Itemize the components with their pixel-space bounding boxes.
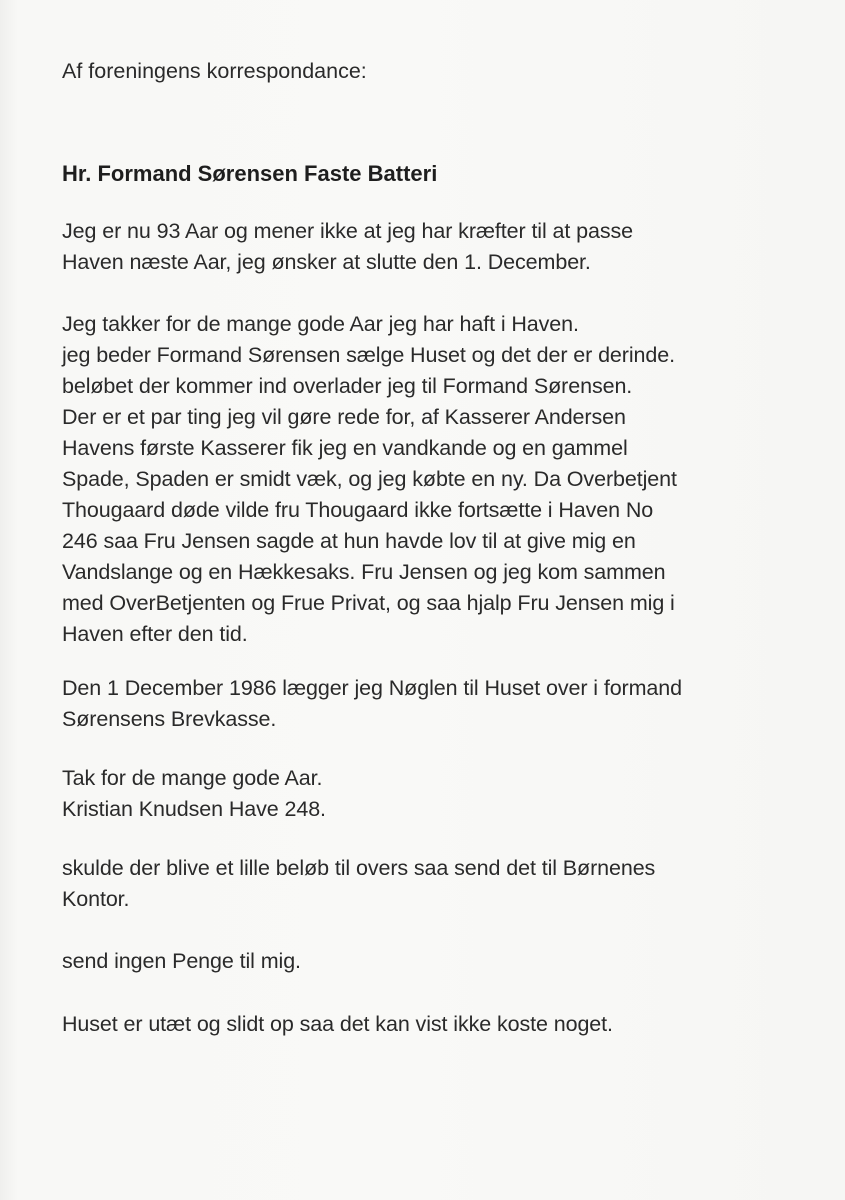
signature-line: Kristian Knudsen Have 248. — [62, 797, 326, 821]
paragraph-line: Den 1 December 1986 lægger jeg Nøglen til Huset over i formand — [62, 676, 682, 700]
paragraph-line: send ingen Penge til mig. — [62, 949, 301, 973]
paragraph-line: med OverBetjenten og Frue Privat, og saa hjalp Fru Jensen mig i — [62, 591, 675, 615]
paragraph-2 — [62, 309, 677, 650]
paragraph-line: Haven næste Aar, jeg ønsker at slutte den 1. December. — [62, 250, 591, 274]
paragraph-6 — [62, 946, 301, 977]
paragraph-line: Vandslange og en Hækkesaks. Fru Jensen og jeg kom sammen — [62, 560, 666, 584]
paragraph-7 — [62, 1009, 613, 1040]
paragraph-5 — [62, 853, 655, 915]
paragraph-1 — [62, 216, 633, 278]
paragraph-line: Spade, Spaden er smidt væk, og jeg købte en ny. Da Overbetjent — [62, 467, 677, 491]
paragraph-line: Tak for de mange gode Aar. — [62, 766, 323, 790]
paragraph-line: Thougaard døde vilde fru Thougaard ikke fortsætte i Haven No — [62, 498, 654, 522]
paragraph-line: Sørensens Brevkasse. — [62, 707, 277, 731]
paragraph-line: Jeg er nu 93 Aar og mener ikke at jeg har kræfter til at passe — [62, 219, 634, 243]
paragraph-line: Kontor. — [62, 887, 130, 911]
paragraph-4 — [62, 763, 326, 825]
paragraph-line: skulde der blive et lille beløb til overs saa send det til Børnenes — [62, 856, 656, 880]
paragraph-line: Jeg takker for de mange gode Aar jeg har haft i Haven. — [62, 312, 579, 336]
paragraph-line: beløbet der kommer ind overlader jeg til Formand Sørensen. — [62, 374, 633, 398]
paragraph-line: Havens første Kasserer fik jeg en vandkande og en gammel — [62, 436, 628, 460]
section-header: Af foreningens korrespondance: — [62, 59, 367, 83]
paragraph-line: jeg beder Formand Sørensen sælge Huset og det der er derinde. — [62, 343, 675, 367]
letter-heading: Hr. Formand Sørensen Faste Batteri — [62, 161, 438, 186]
paragraph-line: Der er et par ting jeg vil gøre rede for, af Kasserer Andersen — [62, 405, 626, 429]
paragraph-3 — [62, 673, 682, 735]
paragraph-line: Huset er utæt og slidt op saa det kan vist ikke koste noget. — [62, 1012, 613, 1036]
paragraph-line: Haven efter den tid. — [62, 622, 248, 646]
paragraph-line: 246 saa Fru Jensen sagde at hun havde lov til at give mig en — [62, 529, 636, 553]
